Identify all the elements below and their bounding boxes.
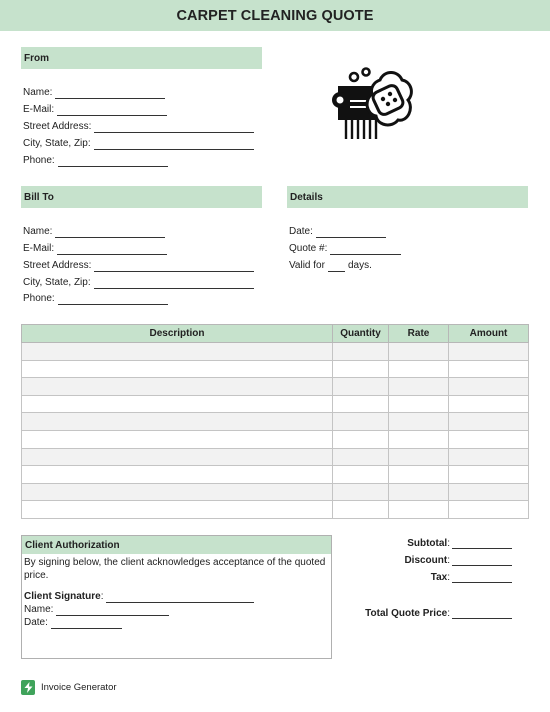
date-line[interactable] — [316, 228, 386, 238]
amount-cell[interactable] — [449, 466, 529, 484]
bill-city-line[interactable] — [94, 279, 254, 289]
bill-name-field[interactable] — [23, 226, 165, 238]
table-row — [22, 395, 529, 413]
from-street-line[interactable] — [94, 123, 254, 133]
tax-label: Tax — [430, 572, 448, 583]
rate-cell[interactable] — [389, 430, 449, 448]
rate-cell[interactable] — [389, 378, 449, 396]
quantity-cell[interactable] — [333, 360, 389, 378]
details-heading: Details — [287, 186, 528, 208]
description-cell[interactable] — [22, 448, 333, 466]
date-label: Date: — [289, 226, 313, 237]
page-title: CARPET CLEANING QUOTE — [176, 7, 374, 24]
rate-cell[interactable] — [389, 395, 449, 413]
client-signature-label: Client Signature — [24, 591, 101, 602]
table-row — [22, 413, 529, 431]
from-street-field[interactable] — [23, 121, 254, 133]
description-cell[interactable] — [22, 378, 333, 396]
rate-cell[interactable] — [389, 343, 449, 361]
amount-cell[interactable] — [449, 395, 529, 413]
valid-days-line[interactable] — [328, 262, 345, 272]
quote-number-line[interactable] — [330, 245, 401, 255]
total-quote-price-label: Total Quote Price — [365, 608, 448, 619]
bill-city-label: City, State, Zip: — [23, 277, 91, 288]
quantity-cell[interactable] — [333, 501, 389, 519]
title-bar — [0, 0, 550, 31]
from-city-line[interactable] — [94, 140, 254, 150]
from-city-field[interactable] — [23, 138, 254, 150]
quantity-cell[interactable] — [333, 413, 389, 431]
bill-city-field[interactable] — [23, 277, 254, 289]
description-cell[interactable] — [22, 501, 333, 519]
subtotal-line[interactable] — [452, 539, 512, 549]
amount-cell[interactable] — [449, 430, 529, 448]
from-street-label: Street Address: — [23, 121, 92, 132]
total-quote-price-row[interactable] — [340, 608, 512, 619]
from-email-label: E-Mail: — [23, 104, 55, 115]
client-signature-colon: : — [100, 591, 104, 602]
from-phone-label: Phone: — [23, 155, 55, 166]
table-row — [22, 501, 529, 519]
description-cell[interactable] — [22, 343, 333, 361]
bill-street-line[interactable] — [94, 262, 254, 272]
auth-date-field[interactable] — [24, 616, 331, 629]
table-row — [22, 360, 529, 378]
tax-row[interactable] — [340, 572, 512, 583]
from-heading: From — [21, 47, 262, 69]
amount-cell[interactable] — [449, 378, 529, 396]
description-cell[interactable] — [22, 430, 333, 448]
discount-line[interactable] — [452, 556, 512, 566]
amount-cell[interactable] — [449, 413, 529, 431]
total-quote-price-line[interactable] — [452, 609, 512, 619]
col-quantity: Quantity — [333, 325, 389, 343]
bill-email-label: E-Mail: — [23, 243, 55, 254]
table-header-row — [22, 325, 529, 343]
table-row — [22, 448, 529, 466]
bill-name-line[interactable] — [55, 228, 165, 238]
quantity-cell[interactable] — [333, 395, 389, 413]
authorization-text: By signing below, the client acknowledges acceptance of the quoted price. — [24, 557, 326, 581]
rate-cell[interactable] — [389, 466, 449, 484]
amount-cell[interactable] — [449, 501, 529, 519]
description-cell[interactable] — [22, 483, 333, 501]
amount-cell[interactable] — [449, 360, 529, 378]
rate-cell[interactable] — [389, 448, 449, 466]
from-email-line[interactable] — [57, 106, 167, 116]
tax-line[interactable] — [452, 573, 512, 583]
quote-number-label: Quote #: — [289, 243, 328, 254]
footer-brand[interactable] — [21, 680, 117, 695]
brand-name: Invoice Generator — [41, 682, 117, 693]
bill-email-line[interactable] — [57, 245, 167, 255]
bill-phone-field[interactable] — [23, 293, 168, 305]
valid-for-suffix: days. — [347, 260, 372, 271]
table-row — [22, 343, 529, 361]
auth-name-field[interactable] — [24, 603, 331, 616]
tax-colon: : — [447, 572, 450, 583]
client-signature-field[interactable] — [24, 590, 331, 603]
bill-street-field[interactable] — [23, 260, 254, 272]
rate-cell[interactable] — [389, 360, 449, 378]
from-phone-field[interactable] — [23, 155, 168, 167]
auth-name-line[interactable] — [56, 606, 169, 616]
col-rate: Rate — [389, 325, 449, 343]
quantity-cell[interactable] — [333, 483, 389, 501]
description-cell[interactable] — [22, 395, 333, 413]
table-row — [22, 378, 529, 396]
col-amount: Amount — [449, 325, 529, 343]
from-phone-line[interactable] — [58, 157, 168, 167]
description-cell[interactable] — [22, 466, 333, 484]
client-authorization-box — [21, 535, 332, 659]
auth-date-line[interactable] — [51, 619, 122, 629]
bill-name-label: Name: — [23, 226, 53, 237]
client-signature-line[interactable] — [106, 593, 254, 603]
rate-cell[interactable] — [389, 413, 449, 431]
quote-number-field[interactable] — [289, 243, 401, 255]
col-description: Description — [22, 325, 333, 343]
valid-for-prefix: Valid for — [289, 260, 325, 271]
subtotal-colon: : — [447, 538, 450, 549]
quantity-cell[interactable] — [333, 466, 389, 484]
quantity-cell[interactable] — [333, 378, 389, 396]
auth-date-label: Date: — [24, 617, 48, 628]
discount-row[interactable] — [340, 555, 512, 566]
date-field[interactable] — [289, 226, 386, 238]
bill-phone-label: Phone: — [23, 293, 55, 304]
from-name-field[interactable] — [23, 87, 165, 99]
from-name-label: Name: — [23, 87, 53, 98]
table-row — [22, 466, 529, 484]
table-row — [22, 430, 529, 448]
bill-email-field[interactable] — [23, 243, 167, 255]
valid-for-field[interactable] — [289, 260, 372, 272]
bill-phone-line[interactable] — [58, 295, 168, 305]
rate-cell[interactable] — [389, 483, 449, 501]
bill-to-heading: Bill To — [21, 186, 262, 208]
total-colon: : — [447, 608, 450, 619]
amount-cell[interactable] — [449, 448, 529, 466]
amount-cell[interactable] — [449, 343, 529, 361]
bolt-icon — [21, 680, 35, 695]
from-name-line[interactable] — [55, 89, 165, 99]
subtotal-row[interactable] — [340, 538, 512, 549]
table-row — [22, 483, 529, 501]
carpet-cleaning-icon — [328, 64, 418, 144]
from-email-field[interactable] — [23, 104, 167, 116]
quantity-cell[interactable] — [333, 343, 389, 361]
description-cell[interactable] — [22, 413, 333, 431]
items-table — [21, 324, 529, 519]
bill-street-label: Street Address: — [23, 260, 92, 271]
from-city-label: City, State, Zip: — [23, 138, 91, 149]
subtotal-label: Subtotal — [407, 538, 448, 549]
description-cell[interactable] — [22, 360, 333, 378]
auth-name-label: Name: — [24, 604, 54, 615]
client-authorization-heading: Client Authorization — [22, 536, 331, 554]
discount-label: Discount — [404, 555, 448, 566]
discount-colon: : — [447, 555, 450, 566]
rate-cell[interactable] — [389, 501, 449, 519]
quantity-cell[interactable] — [333, 430, 389, 448]
quantity-cell[interactable] — [333, 448, 389, 466]
amount-cell[interactable] — [449, 483, 529, 501]
